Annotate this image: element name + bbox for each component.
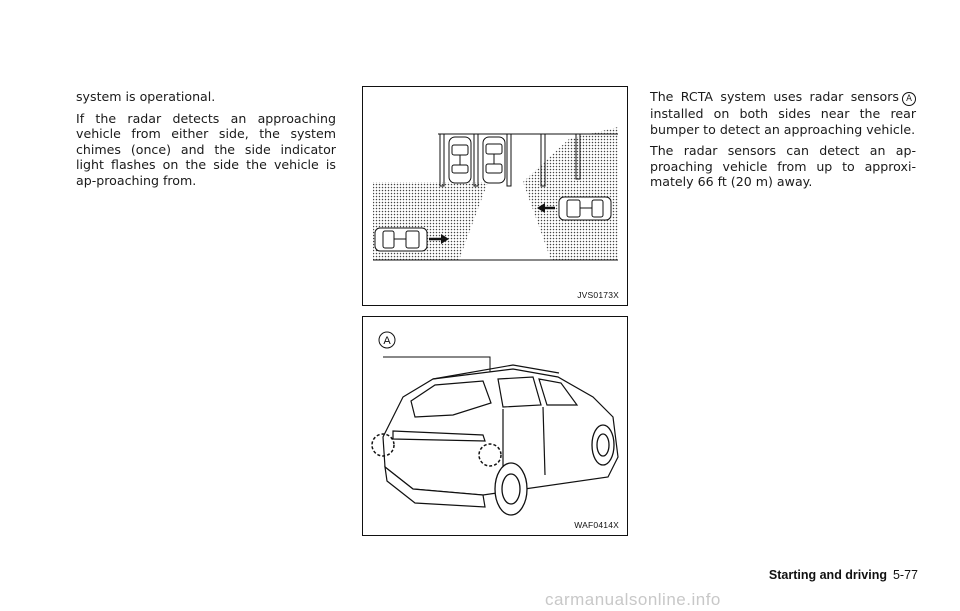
figure-code: WAF0414X xyxy=(574,520,619,530)
right-text-column xyxy=(650,89,916,196)
callout-a-label: A xyxy=(383,335,391,347)
paragraph-detection-range: The radar sensors can detect an ap-proaching vehicle from up to approxi-mately 66 ft (20 m) away. xyxy=(650,143,916,190)
parked-car-icon xyxy=(449,137,471,183)
backing-car-icon xyxy=(483,137,505,183)
figure-parking-lot-radar xyxy=(362,86,628,306)
suv-rear-diagram xyxy=(363,317,627,535)
parking-lot-diagram xyxy=(363,87,627,305)
watermark: carmanualsonline.info xyxy=(545,590,721,609)
figure-rear-radar-sensors xyxy=(362,316,628,536)
approaching-car-left-icon xyxy=(375,228,427,251)
paragraph-rcta-sensors: The RCTA system uses radar sensors A installed on both sides near the rear bumper to detect an approaching vehicle. xyxy=(650,89,916,137)
figure-code: JVS0173X xyxy=(577,290,619,300)
callout-a-marker: A xyxy=(902,92,916,106)
section-title: Starting and driving xyxy=(768,568,887,582)
page-number: 5-77 xyxy=(892,568,918,582)
paragraph-radar-detects: If the radar detects an approaching vehicle from either side, the system chimes (once) and the side indicator light flashes on the side the vehicle is ap-proaching from. xyxy=(76,110,336,188)
paragraph-system-operational: system is operational. xyxy=(76,89,216,104)
approaching-car-right-icon xyxy=(559,197,611,220)
page-footer xyxy=(769,568,918,582)
left-text-column xyxy=(76,89,336,195)
right-radar-zone xyxy=(523,127,618,260)
